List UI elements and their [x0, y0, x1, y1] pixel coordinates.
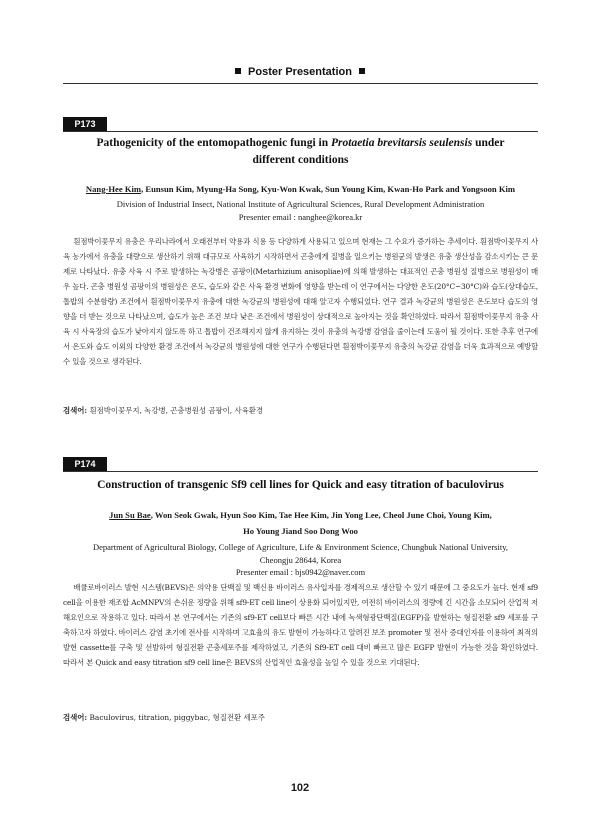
- author-list-continued: Ho Young Jiand Soo Dong Woo: [243, 526, 358, 536]
- abstract-text: 흰점박이꽃무지 유충은 우리나라에서 오래전부터 약용과 식용 등 다양하게 사용되고 있으며 현재는 그 수요가 증가하는 추세이다. 흰점박이꽃무지 사육 농가에서 유충을 대량으로 생산하기 위해 대규모로 사육하기 시작하면서 곤충에게 질병을 일으키는 병원균의 발생은 유충 생산성을 감소시키는 큰 문제로 나타났다. 유충 사육 시 주로 발생하는 녹강병은 곰팡이(Metarhizium anisopliae)에 의해 발생하는 대표적인 곤충 병원성 질병으로 병원성이 매우 높다. 곤충 병원성 곰팡이의 병원성은 온도, 습도와 같은 사육 환경 변화에 영향을 받는데 이 연구에서는 다양한 온도(20°C~30°C)와 습도(상대습도, 톱밥의 수분함량) 조건에서 흰점박이꽃무지 유충에 대한 녹강균의 병원성에 대해 알고자 수행되었다. 연구 결과 녹강균의 병원성은 온도보다 습도의 영향을 더 받는 것으로 나타났으며, 습도가 높은 조건 보다 낮은 조건에서 병원성이 상대적으로 높아지는 것을 확인하였다. 따라서 흰점박이꽃무지 유충 사육 시 사육장의 습도가 낮아지지 않도록 하고 톱밥이 건조해지지 않게 유지하는 것이 유충의 녹강병 감염을 줄이는데 도움이 될 것이다. 또한 추후 연구에서 온도와 습도 이외의 다양한 환경 조건에서 녹강균의 병원성에 대한 연구가 수행된다면 흰점박이꽃무지 유충의 녹강균 감염을 더욱 효과적으로 예방할 수 있을 것으로 생각된다.: [63, 237, 538, 366]
- poster-title: Construction of transgenic Sf9 cell lines for Quick and easy titration of baculovirus: [97, 479, 504, 491]
- species-name: Protaetia brevitarsis seulensis: [331, 137, 473, 149]
- section-rule: [63, 471, 538, 472]
- keywords-label: 검색어:: [63, 713, 88, 722]
- section-rule: [63, 131, 538, 132]
- square-bullet-icon: [235, 68, 241, 74]
- keywords: 검색어: Baculovirus, titration, piggybac, 형질전환 세포주: [63, 713, 265, 722]
- poster-id-badge: P174: [63, 457, 107, 471]
- author-list: Nang-Hee Kim, Eunsun Kim, Myung-Ha Song, Kyu-Won Kwak, Sun Young Kim, Kwan-Ho Park and Yongsoon Kim: [85, 184, 516, 194]
- presenter-email: Presenter email : bjs0942@naver.com: [235, 567, 366, 577]
- affiliation: Division of Industrial Insect, National Institute of Agricultural Sciences, Rural Development Administration Presenter email : nanghee@korea.kr: [60, 198, 541, 223]
- poster-id-badge: P173: [63, 117, 107, 131]
- abstract-text: 배큘로바이러스 발현 시스템(BEVS)은 의약용 단백질 및 백신용 바이러스 유사입자를 경제적으로 생산할 수 있기 때문에 그 중요도가 높다. 현재 sf9 cell을 이용한 재조합 AcMNPV의 손쉬운 정량을 위해 sf9-ET cell line이 상용화 되어있지만, 여전히 바이러스의 정량에 긴 시간을 소모되어 산업적 저해요인으로 작용하고 있다. 따라서 본 연구에서는 기존의 sf9-ET cell보다 빠른 시간 내에 녹색형광단백질(EGFP)을 발현하는 형질전환 sf9 세포를 구축하고자 하였다. 바이러스 감염 초기에 전사를 시작하며 고효율의 유도 발현이 가능하다고 알려진 보조 promoter 및 전사 증대인자를 이용하여 최적의 발현 cassette를 구축 및 선발하여 형질전환 곤충세포주를 제작하였고, 기존의 Sf9-ET cell 대비 빠르고 많은 EGFP 발현이 가능한 것을 확인하였다. 따라서 본 Quick and easy titration sf9 cell line은 BEVS의 산업적인 효율성을 높일 수 있을 것으로 기대된다.: [63, 583, 538, 667]
- author-list: Jun Su Bae, Won Seok Gwak, Hyun Soo Kim, Tae Hee Kim, Jin Yong Lee, Cheol June Choi, Young Kim,: [109, 510, 492, 520]
- keywords-label: 검색어:: [63, 406, 88, 415]
- affiliation: Department of Agricultural Biology, College of Agriculture, Life & Environment Science, Chungbuk National University, Cheongju 28644, Korea Presenter email : bjs0942@naver.com: [60, 541, 541, 579]
- presenter-name: Nang-Hee Kim: [85, 184, 142, 194]
- poster-title: Pathogenicity of the entomopathogenic fungi in Protaetia brevitarsis seulensis under different conditions: [96, 137, 505, 166]
- presenter-name: Jun Su Bae: [109, 510, 151, 520]
- keywords: 검색어: 흰점박이꽃무지, 녹강병, 곤충병원성 곰팡이, 사육환경: [63, 406, 264, 415]
- header-rule: [63, 83, 538, 84]
- header-label: Poster Presentation: [248, 66, 352, 78]
- presenter-email: Presenter email : nanghee@korea.kr: [238, 211, 363, 222]
- page-number: 102: [290, 782, 310, 794]
- page-header: [0, 66, 600, 78]
- square-bullet-icon: [359, 68, 365, 74]
